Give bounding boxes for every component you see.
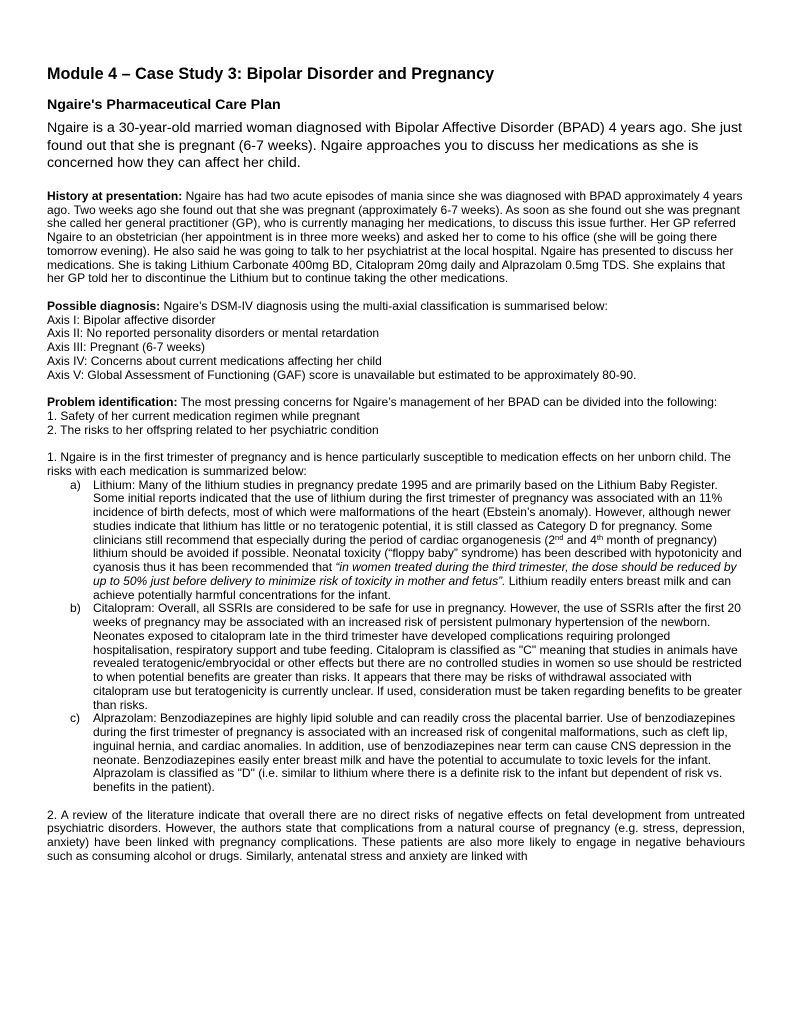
axis-1: Axis I: Bipolar affective disorder [47,312,216,327]
medication-item-citalopram [47,602,745,712]
lithium-text-post: month of pregnancy) lithium should be avoided if possible. Neonatal toxicity (“floppy baby” syndrome) has been described with hypotonicity and cyanosis thus it has been recommended that [93,532,742,575]
history-section [47,190,745,286]
document-title: Module 4 – Case Study 3: Bipolar Disorder and Pregnancy [47,65,495,83]
diagnosis-label: Possible diagnosis: [47,298,161,313]
problem-text: The most pressing concerns for Ngaire’s management of her BPAD can be divided into the following: [177,395,718,410]
problem-section [47,396,745,437]
superscript: th [596,532,604,542]
problem-item-1: 1. Safety of her current medication regimen while pregnant [47,408,360,423]
document-page [47,64,745,864]
lithium-text-mid: and 4 [563,532,597,547]
lithium-quote: “in women treated during the third trimester, the dose should be reduced by up to 50% just before delivery to minimize risk of toxicity in mother and fetus”. [93,560,737,588]
medication-risks-section [47,451,745,795]
lithium-text-tail: Lithium readily enters breast milk and can achieve potentially harmful concentrations for the infant. [93,573,732,602]
axis-5: Axis V: Global Assessment of Functioning (GAF) score is unavailable but estimated to be approximately 80-90. [47,367,637,382]
medication-risks-intro: 1. Ngaire is in the first trimester of pregnancy and is hence particularly susceptible to medication effects on her unborn child. The risks with each medication is summarized below: [47,450,731,478]
problem-label: Problem identification: [47,395,178,410]
history-label: History at presentation: [47,188,183,203]
case-intro: Ngaire is a 30-year-old married woman diagnosed with Bipolar Affective Disorder (BPAD) 4 years ago. She just found out that she is pregnant (6-7 weeks). Ngaire approaches you to discuss her medications as she is concerned how they can affect her child. [47,120,742,172]
medication-item-alprazolam [47,712,745,795]
axis-2: Axis II: No reported personality disorders or mental retardation [47,326,380,341]
psychiatric-risk-section: 2. A review of the literature indicate that overall there are no direct risks of negative effects on fetal development from untreated psychiatric disorders. However, the authors state that complications from a natural course of pregnancy (e.g. stress, depression, anxiety) have been linked with pregnancy complications. These patients are also more likely to engage in negative behaviours such as consuming alcohol or drugs. Similarly, antenatal stress and anxiety are linked with [47,807,745,863]
item-marker: c) [70,711,81,726]
axis-3: Axis III: Pregnant (6-7 weeks) [47,340,206,355]
superscript: nd [555,532,564,542]
problem-item-2: 2. The risks to her offspring related to her psychiatric condition [47,422,379,437]
history-text: Ngaire has had two acute episodes of mania since she was diagnosed with BPAD approximately 4 years ago. Two weeks ago she found out that she was pregnant (approximately 6-7 weeks). As soon as she found out she was pregnant she called her general practitioner (GP), who is currently managing her medications, to discuss this issue further. Her GP referred Ngaire to an obstetrician (her appointment is in three more weeks) and asked her to come to his office (she will be going there tomorrow evening). He also said he was going to talk to her psychiatrist at the local hospital. Ngaire has presented to discuss her medications. She is taking Lithium Carbonate 400mg BD, Citalopram 20mg daily and Alprazolam 0.5mg TDS. She explains that her GP told her to discontinue the Lithium but to continue taking the other medications. [47,188,743,286]
diagnosis-lead [47,300,745,314]
alprazolam-text: Alprazolam: Benzodiazepines are highly lipid soluble and can readily cross the placental barrier. Use of benzodiazepines during the first trimester of pregnancy is associated with an increased risk of congenital malformations, such as cleft lip, inguinal hernia, and cardiac anomalies. In addition, use of benzodiazepines near term can cause CNS depression in the neonate. Benzodiazepines easily enter breast milk and have the potential to accumulate to toxic levels for the infant. Alprazolam is classified as "D" (i.e. similar to lithium where there is a definite risk to the infant but dependent of risk vs. benefits in the patient). [93,711,736,795]
citalopram-text: Citalopram: Overall, all SSRIs are considered to be safe for use in pregnancy. However, the use of SSRIs after the first 20 weeks of pregnancy may be associated with an increased risk of persistent pulmonary hypertension of the newborn. Neonates exposed to citalopram late in the third trimester have developed complications requiring prolonged hospitalisation, respiratory support and tube feeding. Citalopram is classified as "C" meaning that studies in animals have revealed teratogenic/embryocidal or other effects but there are no controlled studies in women so use should be restricted to when potential benefits are greater than risks. It appears that there may be risks of withdrawal associated with citalopram use but teratogenicity is currently unclear. If used, consideration must be taken regarding benefits to be greater than risks. [93,601,742,712]
medication-item-lithium [47,479,745,603]
item-marker: a) [70,477,81,492]
axis-4: Axis IV: Concerns about current medications affecting her child [47,353,382,368]
diagnosis-text: Ngaire’s DSM-IV diagnosis using the multi-axial classification is summarised below: [160,298,608,313]
medication-list [47,479,745,795]
item-marker: b) [70,601,81,616]
lithium-text: Lithium: Many of the lithium studies in pregnancy predate 1995 and are primarily based on the Lithium Baby Register. Some initial reports indicated that the use of lithium during the first trimester of pregnancy was associated with an 11% incidence of birth defects, most of which were malformations of the heart (Ebstein’s anomaly). However, although newer studies indicate that lithium has little or no teratogenic potential, it is still classed as Category D for pregnancy. Some clinicians still recommend that especially during the period of cardiac organogenesis (2 [93,477,731,547]
document-subtitle: Ngaire's Pharmaceutical Care Plan [47,97,281,113]
diagnosis-section [47,300,745,383]
problem-lead [47,396,745,410]
